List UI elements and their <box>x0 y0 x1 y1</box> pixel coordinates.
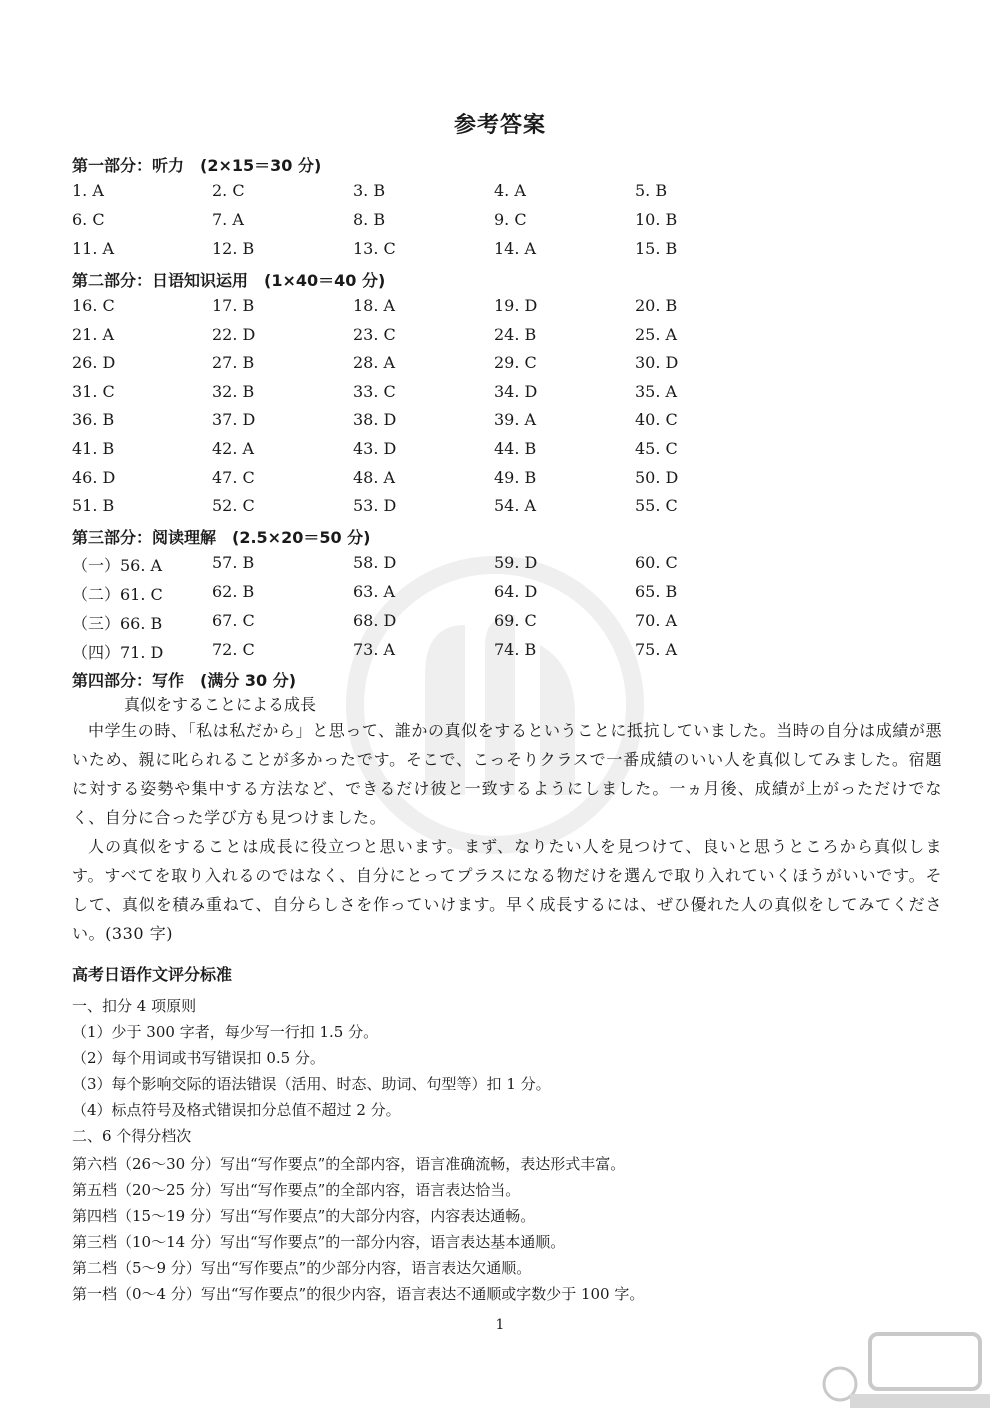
answer-cell: 72. C <box>212 640 255 659</box>
answer-cell: 14. A <box>494 239 537 258</box>
answer-cell: 7. A <box>212 210 244 229</box>
answer-cell: 39. A <box>494 410 537 430</box>
scoring-standard-line: 第五档（20～25 分）写出“写作要点”的全部内容，语言表达恰当。 <box>72 1181 521 1199</box>
scoring-standard-line: 二、6 个得分档次 <box>72 1127 192 1145</box>
section-heading-listening: 第一部分：听力 (2×15＝30 分) <box>72 156 322 175</box>
answer-cell: （三）66. B <box>72 614 163 633</box>
essay-paragraph-2: 人の真似をすることは成長に役立つと思います。まず、なりたい人を見つけて、良いと思うところから真似します。すべてを取り入れるのではなく、自分にとってプラスになる物だけを選んで取り入れていくほうがいいです。そして、真似を積み重ねて、自分らしさを作っていけます。早く成長するには、ぜひ優れた人の真似をしてみてください。(330 字) <box>72 837 942 943</box>
answer-cell: 19. D <box>494 296 538 315</box>
answer-cell: 29. C <box>494 353 537 373</box>
answer-cell: 46. D <box>72 467 116 487</box>
answer-cell: 64. D <box>494 582 538 601</box>
answer-cell: 45. C <box>635 439 678 458</box>
answer-cell: 54. A <box>494 496 537 516</box>
answer-cell: 55. C <box>635 496 678 516</box>
answer-cell: （四）71. D <box>72 643 164 662</box>
answer-cell: 11. A <box>72 239 115 258</box>
answer-cell: 57. B <box>212 553 255 572</box>
answer-cell: 68. D <box>353 611 397 630</box>
answer-cell: 31. C <box>72 381 115 401</box>
scoring-standard-line: （2）每个用词或书写错误扣 0.5 分。 <box>72 1049 325 1067</box>
scoring-standard-line: 一、扣分 4 项原则 <box>72 997 197 1015</box>
answer-cell: 65. B <box>635 582 678 601</box>
answer-cell: 28. A <box>353 353 396 373</box>
answer-cell: 25. A <box>635 324 678 344</box>
essay-title: 真似をすることによる成長 <box>124 695 317 714</box>
scoring-standard-line: 第六档（26～30 分）写出“写作要点”的全部内容，语言准确流畅，表达形式丰富。 <box>72 1155 626 1173</box>
answer-cell: 58. D <box>353 553 397 572</box>
answer-cell: 73. A <box>353 640 396 659</box>
answer-cell: 53. D <box>353 496 397 516</box>
answer-cell: 41. B <box>72 439 115 458</box>
scoring-standard-line: 第四档（15～19 分）写出“写作要点”的大部分内容，内容表达通畅。 <box>72 1207 536 1225</box>
answer-cell: 44. B <box>494 439 537 458</box>
scoring-standard-line: 第三档（10～14 分）写出“写作要点”的一部分内容，语言表达基本通顺。 <box>72 1233 566 1251</box>
answer-cell: 24. B <box>494 324 537 344</box>
answer-cell: 42. A <box>212 439 255 458</box>
answer-cell: 9. C <box>494 210 527 229</box>
section-heading-knowledge: 第二部分：日语知识运用 (1×40＝40 分) <box>72 271 386 290</box>
answer-cell: 18. A <box>353 296 396 315</box>
answer-cell: 6. C <box>72 210 105 229</box>
answer-cell: 10. B <box>635 210 678 229</box>
answer-cell: 32. B <box>212 381 255 401</box>
answer-cell: 30. D <box>635 353 679 373</box>
answer-cell: 34. D <box>494 381 538 401</box>
scoring-standard-title: 高考日语作文评分标准 <box>72 965 233 984</box>
answer-cell: 13. C <box>353 239 396 258</box>
answer-cell: （一）56. A <box>72 556 163 575</box>
scoring-standard-line: 第一档（0～4 分）写出“写作要点”的很少内容，语言表达不通顺或字数少于 100 字。 <box>72 1285 645 1303</box>
answer-cell: 52. C <box>212 496 255 516</box>
answer-cell: 17. B <box>212 296 255 315</box>
answer-cell: 69. C <box>494 611 537 630</box>
answer-cell: 62. B <box>212 582 255 601</box>
answer-cell: 63. A <box>353 582 396 601</box>
answer-cell: 12. B <box>212 239 255 258</box>
answer-cell: 48. A <box>353 467 396 487</box>
answer-cell: 70. A <box>635 611 678 630</box>
answer-cell: 47. C <box>212 467 255 487</box>
answer-cell: 5. B <box>635 181 668 200</box>
answer-cell: 4. A <box>494 181 526 200</box>
page-title: 参考答案 <box>453 113 546 138</box>
answer-cell: 50. D <box>635 467 679 487</box>
section-heading-writing: 第四部分：写作 (满分 30 分) <box>72 671 297 690</box>
answer-cell: 74. B <box>494 640 537 659</box>
answer-cell: 38. D <box>353 410 397 430</box>
answer-cell: 23. C <box>353 324 396 344</box>
answer-cell: （二）61. C <box>72 585 163 604</box>
essay-paragraph-1: 中学生の時、「私は私だから」と思って、誰かの真似をするということに抵抗していました。当時の自分は成績が悪いため、親に叱られることが多かったです。そこで、こっそりクラスで一番成績のいい人を真似してみました。宿題に対する姿勢や集中する方法など、できるだけ彼と一致するようにしました。一ヵ月後、成績が上がっただけでなく、自分に合った学び方も見つけました。 <box>72 721 942 827</box>
answer-cell: 21. A <box>72 324 115 344</box>
answer-cell: 8. B <box>353 210 386 229</box>
answer-cell: 22. D <box>212 324 256 344</box>
answer-cell: 43. D <box>353 439 397 458</box>
answer-cell: 75. A <box>635 640 678 659</box>
answer-cell: 33. C <box>353 381 396 401</box>
answer-cell: 37. D <box>212 410 256 430</box>
answer-cell: 51. B <box>72 496 115 516</box>
answer-cell: 1. A <box>72 181 104 200</box>
answer-cell: 35. A <box>635 381 678 401</box>
corner-watermark-icon <box>810 1324 1000 1414</box>
answer-cell: 60. C <box>635 553 678 572</box>
scoring-standard-line: （4）标点符号及格式错误扣分总值不超过 2 分。 <box>72 1101 401 1119</box>
scoring-standard-line: 第二档（5～9 分）写出“写作要点”的少部分内容，语言表达欠通顺。 <box>72 1259 532 1277</box>
answer-cell: 67. C <box>212 611 255 630</box>
answer-cell: 2. C <box>212 181 245 200</box>
answer-cell: 15. B <box>635 239 678 258</box>
answer-cell: 59. D <box>494 553 538 572</box>
answer-cell: 40. C <box>635 410 678 430</box>
answer-cell: 3. B <box>353 181 386 200</box>
answer-cell: 36. B <box>72 410 115 430</box>
answer-cell: 27. B <box>212 353 255 373</box>
answer-cell: 20. B <box>635 296 678 315</box>
scoring-standard-line: （3）每个影响交际的语法错误（活用、时态、助词、句型等）扣 1 分。 <box>72 1075 551 1093</box>
section-heading-reading: 第三部分：阅读理解 (2.5×20＝50 分) <box>72 528 371 547</box>
page-number: 1 <box>495 1317 505 1333</box>
answer-cell: 26. D <box>72 353 116 373</box>
scoring-standard-line: （1）少于 300 字者，每少写一行扣 1.5 分。 <box>72 1023 379 1041</box>
answer-cell: 16. C <box>72 296 115 315</box>
answer-cell: 49. B <box>494 467 537 487</box>
